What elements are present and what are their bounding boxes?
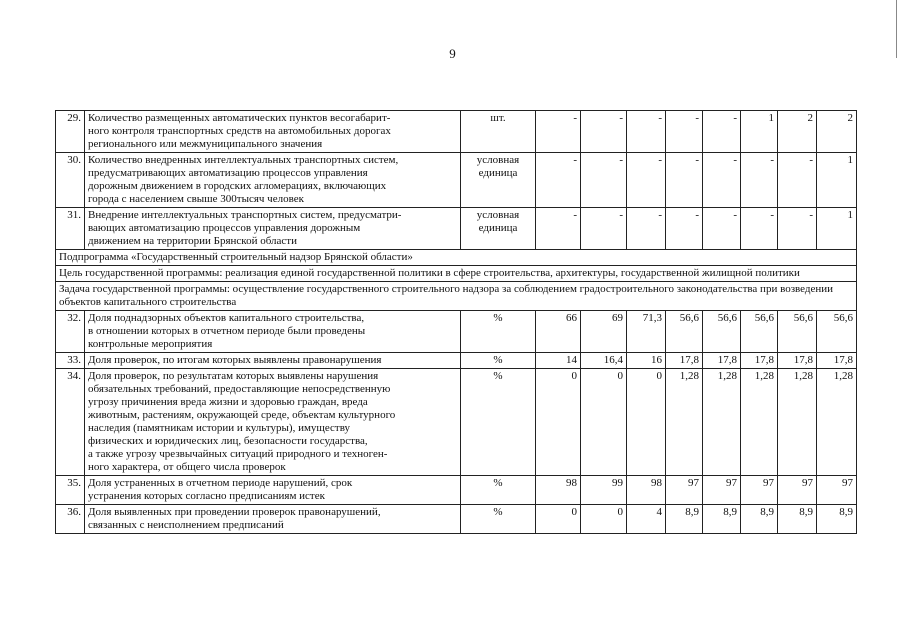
value-cell: 2 <box>817 111 857 153</box>
value-cell: 16 <box>627 353 666 369</box>
indicator-description: Доля выявленных при проведении проверок правонарушений, связанных с неисполнением предписаний <box>85 505 461 534</box>
value-cell: - <box>536 111 581 153</box>
row-number: 35. <box>56 476 85 505</box>
value-cell: - <box>581 111 627 153</box>
unit-cell: шт. <box>461 111 536 153</box>
value-cell: 0 <box>581 505 627 534</box>
value-cell: 8,9 <box>817 505 857 534</box>
value-cell: - <box>778 208 817 250</box>
row-number: 32. <box>56 311 85 353</box>
section-row <box>56 250 857 266</box>
value-cell: 1 <box>817 153 857 208</box>
value-cell: 97 <box>703 476 741 505</box>
table-row <box>56 311 857 353</box>
value-cell: 99 <box>581 476 627 505</box>
table-row <box>56 505 857 534</box>
value-cell: 17,8 <box>778 353 817 369</box>
value-cell: 1 <box>817 208 857 250</box>
value-cell: - <box>703 153 741 208</box>
value-cell: - <box>627 153 666 208</box>
row-number: 29. <box>56 111 85 153</box>
unit-cell: условная единица <box>461 153 536 208</box>
value-cell: 2 <box>778 111 817 153</box>
indicator-description: Количество внедренных интеллектуальных транспортных систем, предусматривающих автоматизацию процессов управления дорожным движением в городских агломерациях, включающих города с населением свыше 300тысяч человек <box>85 153 461 208</box>
value-cell: - <box>741 153 778 208</box>
value-cell: - <box>627 111 666 153</box>
unit-cell: % <box>461 505 536 534</box>
value-cell: 0 <box>536 505 581 534</box>
row-number: 36. <box>56 505 85 534</box>
table-row <box>56 476 857 505</box>
value-cell: 97 <box>778 476 817 505</box>
value-cell: 1,28 <box>703 369 741 476</box>
value-cell: 98 <box>536 476 581 505</box>
value-cell: 4 <box>627 505 666 534</box>
value-cell: 1,28 <box>817 369 857 476</box>
value-cell: 17,8 <box>817 353 857 369</box>
unit-cell: % <box>461 369 536 476</box>
table-row <box>56 111 857 153</box>
value-cell: 8,9 <box>703 505 741 534</box>
table-row <box>56 369 857 476</box>
value-cell: 0 <box>581 369 627 476</box>
row-number: 33. <box>56 353 85 369</box>
value-cell: 56,6 <box>817 311 857 353</box>
page-number: 9 <box>449 46 456 61</box>
section-row <box>56 282 857 311</box>
value-cell: - <box>703 111 741 153</box>
indicator-description: Доля поднадзорных объектов капитального строительства, в отношении которых в отчетном периоде были проведены контрольные мероприятия <box>85 311 461 353</box>
section-heading: Цель государственной программы: реализация единой государственной политики в сфере строительства, архитектуры, государственной жилищной политики <box>56 266 857 282</box>
value-cell: - <box>536 208 581 250</box>
value-cell: 1,28 <box>666 369 703 476</box>
table-body <box>56 111 857 534</box>
value-cell: 97 <box>666 476 703 505</box>
value-cell: 97 <box>741 476 778 505</box>
value-cell: 69 <box>581 311 627 353</box>
value-cell: 1,28 <box>778 369 817 476</box>
value-cell: 14 <box>536 353 581 369</box>
row-number: 30. <box>56 153 85 208</box>
row-number: 34. <box>56 369 85 476</box>
value-cell: 71,3 <box>627 311 666 353</box>
indicator-description: Доля устраненных в отчетном периоде нарушений, срок устранения которых согласно предписаниям истек <box>85 476 461 505</box>
table-row <box>56 153 857 208</box>
indicator-description: Количество размещенных автоматических пунктов весогабарит- ного контроля транспортных средств на автомобильных дорогах регионального или межмуниципального значения <box>85 111 461 153</box>
value-cell: - <box>666 111 703 153</box>
value-cell: - <box>627 208 666 250</box>
value-cell: 56,6 <box>703 311 741 353</box>
table-row <box>56 353 857 369</box>
row-number: 31. <box>56 208 85 250</box>
value-cell: 17,8 <box>741 353 778 369</box>
value-cell: 97 <box>817 476 857 505</box>
value-cell: 56,6 <box>778 311 817 353</box>
value-cell: 1 <box>741 111 778 153</box>
unit-cell: % <box>461 476 536 505</box>
indicator-description: Доля проверок, по результатам которых выявлены нарушения обязательных требований, предоставляющие непосредственную угрозу причинения вреда жизни и здоровью граждан, вреда животным, растениям, окружающей среде, объектам культурного наследия (памятникам истории и культуры), имуществу физических и юридических лиц, безопасности государства, а также угрозу чрезвычайных ситуаций природного и техноген- ного характера, от общего числа проверок <box>85 369 461 476</box>
value-cell: - <box>666 153 703 208</box>
value-cell: - <box>536 153 581 208</box>
value-cell: 0 <box>627 369 666 476</box>
value-cell: 17,8 <box>703 353 741 369</box>
value-cell: 1,28 <box>741 369 778 476</box>
value-cell: 8,9 <box>778 505 817 534</box>
value-cell: - <box>741 208 778 250</box>
unit-cell: условная единица <box>461 208 536 250</box>
section-row <box>56 266 857 282</box>
indicators-table <box>55 110 857 534</box>
value-cell: 8,9 <box>741 505 778 534</box>
value-cell: - <box>581 153 627 208</box>
unit-cell: % <box>461 353 536 369</box>
indicator-description: Внедрение интеллектуальных транспортных систем, предусматри- вающих автоматизацию процессов управления дорожным движением на территории Брянской области <box>85 208 461 250</box>
value-cell: - <box>581 208 627 250</box>
indicator-description: Доля проверок, по итогам которых выявлены правонарушения <box>85 353 461 369</box>
value-cell: 56,6 <box>741 311 778 353</box>
value-cell: 16,4 <box>581 353 627 369</box>
table-row <box>56 208 857 250</box>
value-cell: - <box>703 208 741 250</box>
section-heading: Подпрограмма «Государственный строительный надзор Брянской области» <box>56 250 857 266</box>
unit-cell: % <box>461 311 536 353</box>
value-cell: - <box>666 208 703 250</box>
value-cell: 66 <box>536 311 581 353</box>
value-cell: 17,8 <box>666 353 703 369</box>
value-cell: - <box>778 153 817 208</box>
value-cell: 56,6 <box>666 311 703 353</box>
value-cell: 8,9 <box>666 505 703 534</box>
value-cell: 98 <box>627 476 666 505</box>
value-cell: 0 <box>536 369 581 476</box>
section-heading: Задача государственной программы: осуществление государственного строительного надзора за соблюдением градостроительного законодательства при возведении объектов капитального строительства <box>56 282 857 311</box>
